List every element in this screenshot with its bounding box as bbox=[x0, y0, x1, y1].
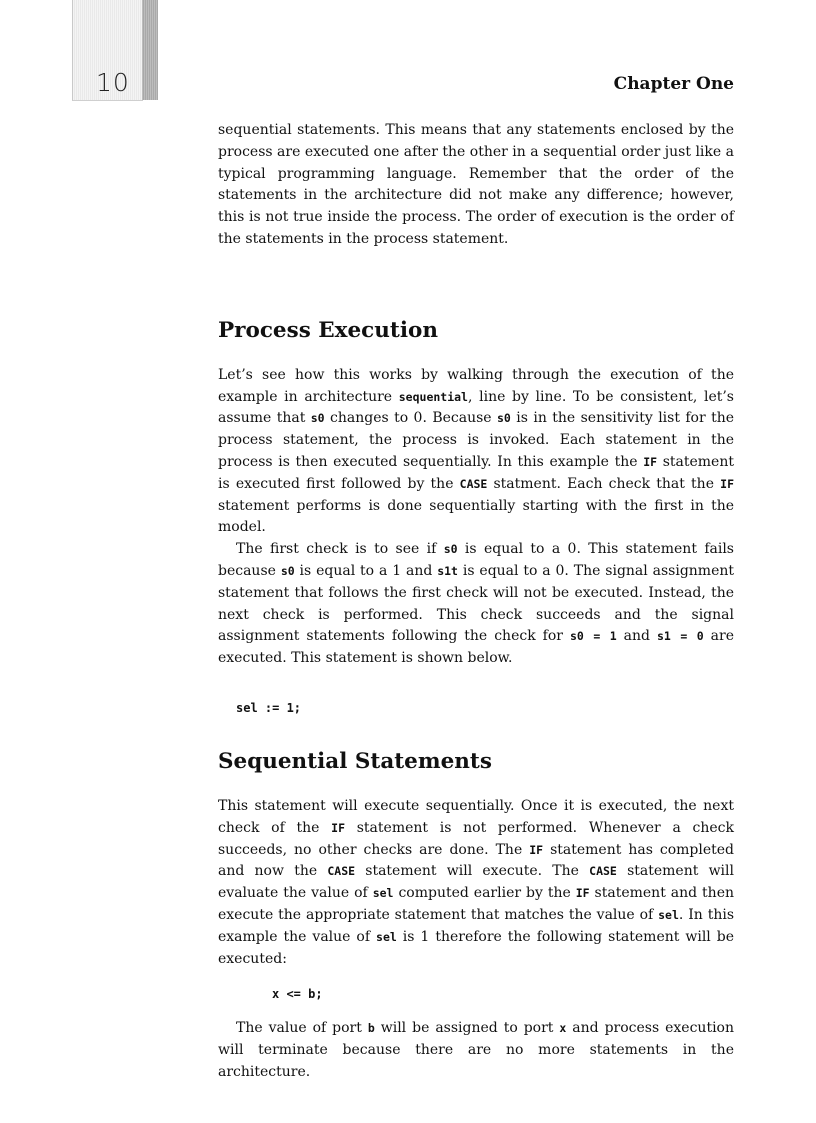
code-inline: s0 = 1 bbox=[570, 629, 617, 644]
section-heading-sequential-statements: Sequential Statements bbox=[218, 748, 492, 774]
code-inline: s1t bbox=[437, 563, 458, 578]
code-inline: IF bbox=[575, 886, 590, 901]
code-inline: CASE bbox=[589, 864, 617, 879]
page-number: 10 bbox=[96, 68, 130, 97]
code-block-x-assign: x <= b; bbox=[272, 987, 323, 1002]
code-inline: s1 = 0 bbox=[657, 629, 704, 644]
paragraph-sequential-statements-1: This statement will execute sequentially. Once it is executed, the next check of the IF statement is not performed. Whenever a check succeeds, no other checks are done. The IF statement has completed and now the CASE statement will execute. The CASE statement will evaluate the value of sel computed earlier by the IF statement and then execute the appropriate statement that matches the value of sel. In this example the value of sel is 1 therefore the following statement will be executed: bbox=[218, 797, 735, 967]
page-tab-dark bbox=[142, 0, 158, 100]
code-inline: sel bbox=[658, 907, 679, 922]
page-body bbox=[218, 120, 734, 1084]
code-inline: x bbox=[559, 1021, 567, 1036]
code-inline: s0 bbox=[310, 411, 325, 426]
code-inline: b bbox=[367, 1021, 375, 1036]
code-inline: s0 bbox=[443, 542, 458, 557]
code-inline: sequential bbox=[398, 389, 468, 404]
intro-paragraph: sequential statements. This means that any statements enclosed by the process are executed one after the other in a sequential order just like a typical programming language. Remember that the order of the statements in the architecture did not make any difference; however, this is not true inside the process. The order of execution is the order of the statements in the process statement. bbox=[218, 122, 734, 247]
code-inline: s0 bbox=[497, 411, 511, 426]
section-heading-process-execution: Process Execution bbox=[218, 317, 438, 343]
code-inline: sel bbox=[372, 886, 394, 901]
code-inline: IF bbox=[720, 476, 734, 491]
code-inline: sel bbox=[376, 929, 397, 944]
running-head: Chapter One bbox=[613, 74, 734, 94]
code-inline: IF bbox=[529, 842, 544, 857]
code-inline: CASE bbox=[327, 864, 356, 879]
code-inline: IF bbox=[331, 820, 346, 835]
paragraph-sequential-statements-2: The value of port b will be assigned to port x and process execution will terminate because there are no more statements in the architecture. bbox=[218, 1020, 735, 1080]
code-inline: s0 bbox=[280, 563, 295, 578]
paragraph-process-execution-1: Let’s see how this works by walking through the execution of the example in architecture sequential, line by line. To be consistent, let’s assume that s0 changes to 0. Because s0 is in the sensitivity list for the process statement, the process is invoked. Each statement in the process is then executed sequentially. In this example the IF statement is executed first followed by the CASE statment. Each check that the IF statement performs is done sequentially starting with the first in the model. bbox=[218, 366, 735, 536]
paragraph-process-execution-2: The first check is to see if s0 is equal to a 0. This statement fails because s0 is equal to a 1 and s1t is equal to a 0. The signal assignment statement that follows the first check will not be executed. Instead, the next check is performed. This check succeeds and the signal assignment statements following the check for s0 = 1 and s1 = 0 are executed. This statement is shown below. bbox=[218, 541, 734, 667]
code-block-sel-assign: sel := 1; bbox=[236, 700, 302, 715]
code-inline: IF bbox=[643, 454, 658, 469]
code-inline: CASE bbox=[459, 476, 488, 491]
